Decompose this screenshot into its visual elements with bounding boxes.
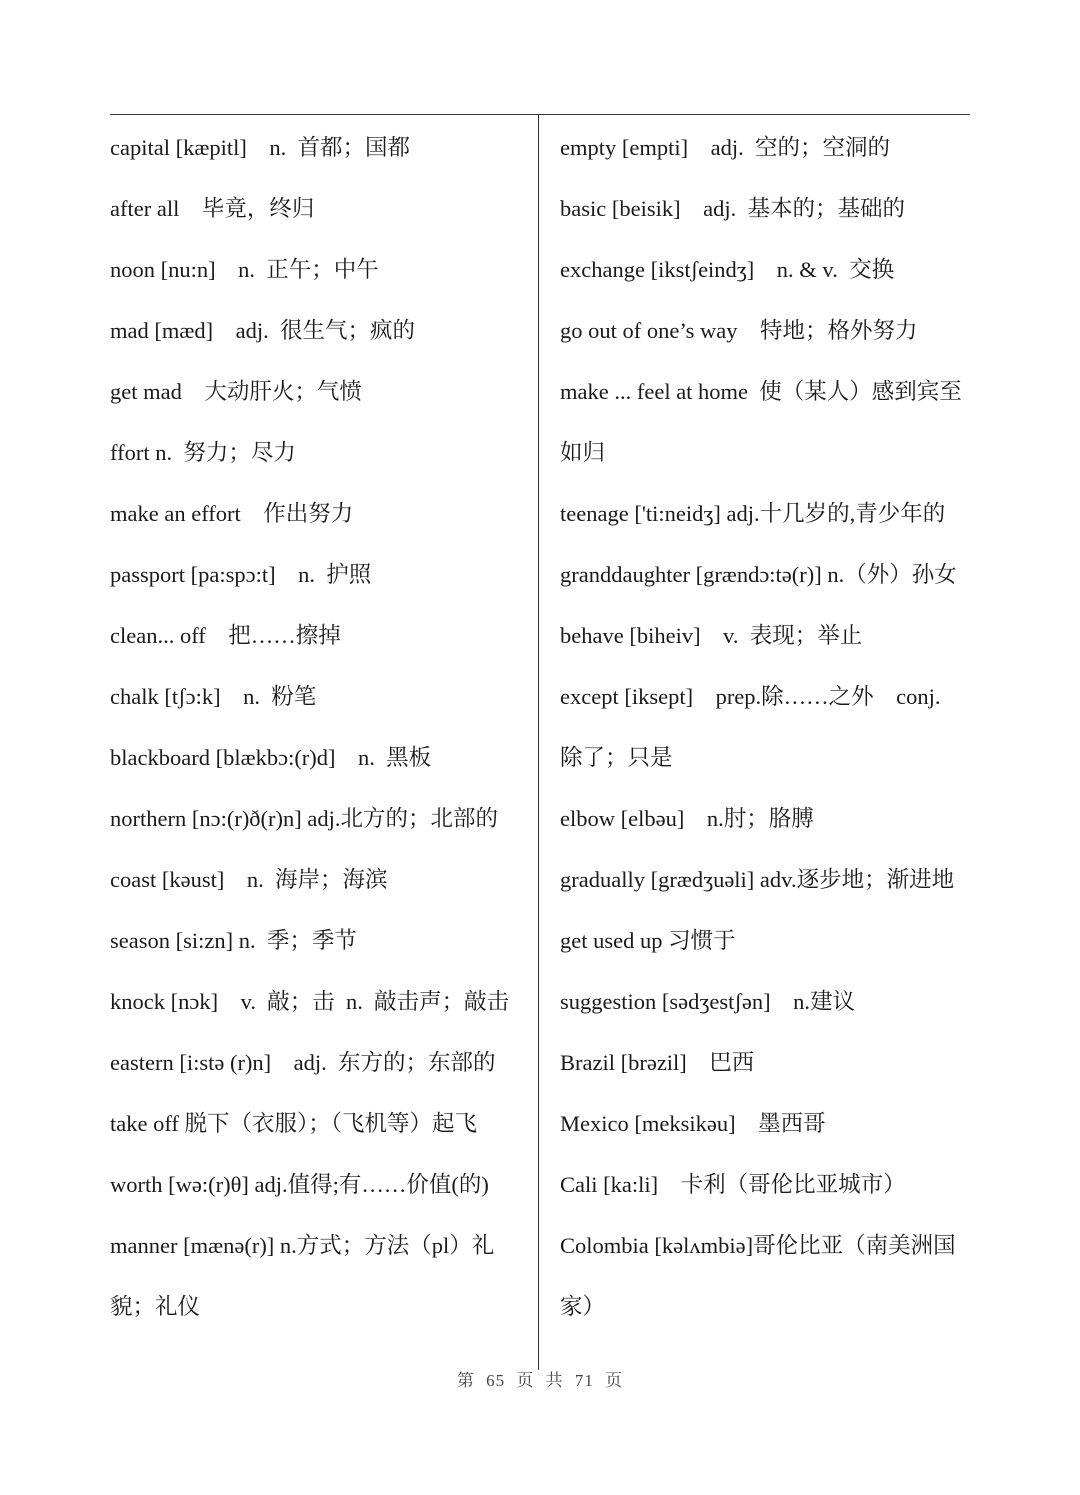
vocab-line: after all 毕竟，终归 <box>110 196 315 221</box>
vocab-line: worth [wə:(r)θ] adj.值得;有……价值(的) <box>110 1172 489 1197</box>
vocab-line: chalk [tʃɔ:k] n. 粉笔 <box>110 684 317 709</box>
vocab-line: elbow [elbəu] n.肘；胳膊 <box>560 806 814 831</box>
vocab-line: capital [kæpitl] n. 首都；国都 <box>110 135 410 160</box>
vocab-line: 家） <box>560 1294 606 1319</box>
vocab-line: eastern [i:stə (r)n] adj. 东方的；东部的 <box>110 1050 496 1075</box>
vocab-line: manner [mænə(r)] n.方式；方法（pl）礼 <box>110 1233 495 1258</box>
vocab-line: get mad 大动肝火；气愤 <box>110 379 362 404</box>
vocab-line: make ... feel at home 使（某人）感到宾至 <box>560 379 962 404</box>
vocab-line: mad [mæd] adj. 很生气；疯的 <box>110 318 415 343</box>
vocab-line: Brazil [brəzil] 巴西 <box>560 1050 755 1075</box>
vocab-line: Colombia [kəlʌmbiə]哥伦比亚（南美洲国 <box>560 1233 956 1258</box>
vocab-line: ffort n. 努力；尽力 <box>110 440 296 465</box>
vocab-line: make an effort 作出努力 <box>110 501 354 526</box>
vocab-line: granddaughter [grændɔ:tə(r)] n.（外）孙女 <box>560 562 957 587</box>
vocab-line: clean... off 把……擦掉 <box>110 623 341 648</box>
vocab-line: Mexico [meksikəu] 墨西哥 <box>560 1111 826 1136</box>
vocab-line: coast [kəust] n. 海岸；海滨 <box>110 867 388 892</box>
vocab-line: exchange [ikstʃeindʒ] n. & v. 交换 <box>560 257 895 282</box>
vocab-line: get used up 习惯于 <box>560 928 736 953</box>
vocab-line: passport [pa:spɔ:t] n. 护照 <box>110 562 372 587</box>
vocab-line: 如归 <box>560 440 606 465</box>
vocab-line: gradually [grædʒuəli] adv.逐步地；渐进地 <box>560 867 955 892</box>
vocab-line: basic [beisik] adj. 基本的；基础的 <box>560 196 905 221</box>
vocab-line: noon [nu:n] n. 正午；中午 <box>110 257 379 282</box>
vocab-line: take off 脱下（衣服）；（飞机等）起飞 <box>110 1111 478 1136</box>
vocab-line: 貌；礼仪 <box>110 1294 201 1319</box>
vocab-line: go out of one’s way 特地；格外努力 <box>560 318 918 343</box>
vocab-line: empty [empti] adj. 空的；空洞的 <box>560 135 890 160</box>
page-number-footer: 第 65 页 共 71 页 <box>456 1371 624 1390</box>
column-divider <box>538 115 539 1370</box>
right-vocab-column <box>560 117 972 1337</box>
vocab-line: Cali [ka:li] 卡利（哥伦比亚城市） <box>560 1172 906 1197</box>
vocab-line: 除了；只是 <box>560 745 673 770</box>
vocab-line: season [si:zn] n. 季；季节 <box>110 928 357 953</box>
header-rule <box>110 114 970 115</box>
vocab-line: except [iksept] prep.除……之外 conj. <box>560 684 941 709</box>
vocab-line: suggestion [sədʒestʃən] n.建议 <box>560 989 855 1014</box>
vocab-line: northern [nɔ:(r)ð(r)n] adj.北方的；北部的 <box>110 806 499 831</box>
vocab-line: behave [biheiv] v. 表现；举止 <box>560 623 863 648</box>
vocab-line: teenage ['ti:neidʒ] adj.十几岁的,青少年的 <box>560 501 946 526</box>
vocab-line: blackboard [blækbɔ:(r)d] n. 黑板 <box>110 745 432 770</box>
vocab-line: knock [nɔk] v. 敲；击 n. 敲击声；敲击 <box>110 989 510 1014</box>
left-vocab-column <box>110 117 530 1337</box>
